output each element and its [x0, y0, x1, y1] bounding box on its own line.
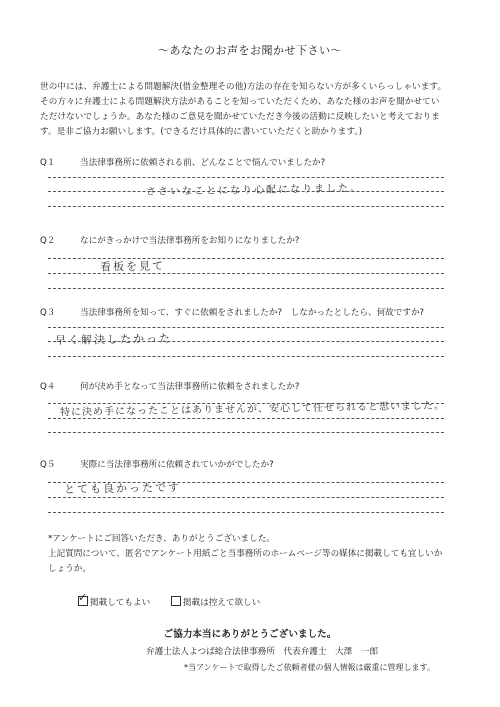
question-text: 実際に当法律事務所に依頼されていかがでしたか?: [80, 460, 274, 470]
answer-line: [48, 432, 444, 433]
intro-line: ただけないでしょうか。あなた様のご意見を聞かせていただき今後の活動に反映したいと考えておりま: [40, 112, 440, 122]
answer-line: [48, 418, 444, 419]
checkbox-ng[interactable]: [171, 596, 181, 606]
handwritten-answer-5: とても良かったです: [63, 480, 182, 497]
answer-line: [48, 356, 444, 357]
closing-line: *アンケートにご回答いただき、ありがとうございました。: [48, 534, 275, 544]
intro-line: その方々に弁護士による問題解決方法があることを知っていただくため、あなた様のお声を聞かせてい: [40, 97, 440, 107]
thanks-message: ご協力本当にありがとうございました。: [163, 629, 337, 640]
publish-consent: [78, 591, 278, 608]
handwritten-answer-4: 特に決め手になったことはありませんが、安心して任せられると思いました。: [59, 400, 446, 419]
closing-line: 上記質問について、匿名でアンケート用紙ごと当事務所のホームページ等の媒体に掲載しても宜しいか: [48, 549, 443, 559]
consent-ng-label: 掲載は控えて欲しい: [182, 598, 261, 608]
closing-line: しょうか。: [48, 564, 91, 574]
checkbox-ok[interactable]: [78, 591, 88, 606]
question-number: Q４: [40, 382, 56, 392]
survey-title: ～あなたのお声をお聞かせ下さい～: [158, 44, 342, 57]
answer-line: [48, 206, 444, 207]
question-text: なにがきっかけで当法律事務所をお知りになりましたか?: [80, 236, 300, 246]
question-text: 当法律事務所に依頼される前、どんなことで悩んでいましたか?: [80, 158, 326, 168]
answer-line: [48, 497, 444, 498]
consent-option-ng[interactable]: [171, 596, 260, 608]
answer-line: [48, 288, 444, 289]
consent-ok-label: 掲載してもよい: [90, 598, 151, 608]
handwritten-answer-1: ささいなことになり心配になりました。: [145, 183, 363, 198]
intro-line: す。是非ご協力お願いします。(できるだけ具体的に書いていただくと助かります。): [40, 127, 363, 137]
intro-paragraph: [40, 80, 480, 140]
answer-line: [48, 177, 444, 178]
question-number: Q５: [40, 460, 56, 470]
handwritten-answer-2: 看板を見て: [99, 259, 166, 274]
privacy-note: *当アンケートで取得したご依頼者様の個人情報は厳重に管理します。: [184, 663, 435, 672]
closing-note: [48, 532, 488, 577]
question-number: Q２: [40, 236, 56, 246]
question-number: Q１: [40, 158, 56, 168]
consent-option-ok[interactable]: [78, 591, 151, 608]
firm-signature: 弁護士法人よつば総合法律事務所 代表弁護士 大澤 一郎: [146, 647, 379, 657]
question-text: 何が決め手となって当法律事務所に依頼をされましたか?: [80, 382, 300, 392]
handwritten-answer-3: 早く解決したかった: [54, 331, 173, 348]
question-text: 当法律事務所を知って、すぐに依頼をされましたか? しなかったとしたら、何故ですか?: [80, 308, 425, 318]
check-icon: ✓: [78, 591, 88, 604]
question-number: Q３: [40, 308, 56, 318]
answer-line: [48, 327, 444, 328]
answer-line: [48, 512, 444, 513]
intro-line: 世の中には、弁護士による問題解決(借金整理その他)方法の存在を知らない方が多くいらっしゃいます。: [40, 82, 447, 92]
